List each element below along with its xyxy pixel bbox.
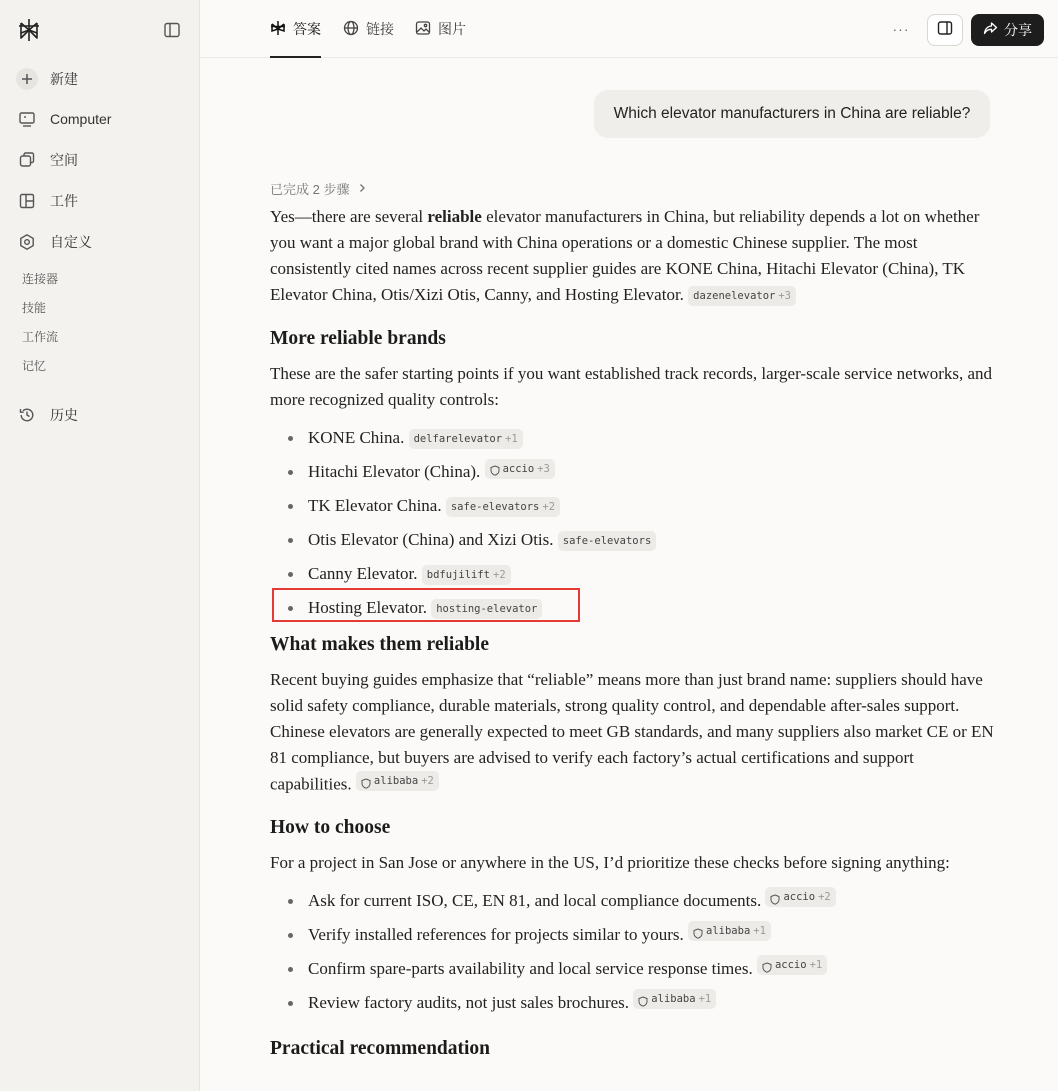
citation-source: accio	[502, 462, 535, 475]
checks-list	[270, 884, 996, 1020]
citation-source: accio	[774, 959, 807, 971]
history-icon	[16, 404, 38, 426]
highlight-box	[272, 588, 580, 622]
intro-text: elevator manufacturers in China, but reliability depends a lot on whether you want a major global brand with China operations or a domestic Chinese supplier. The most consistently cited names across recent supplier guides are KONE China, Hitachi Elevator (China), TK Elevator China, Otis/Xizi Otis, Canny, and Hosting Elevator.	[270, 207, 980, 304]
sidebar-item-computer[interactable]	[16, 104, 111, 134]
tab-label: 答案	[293, 21, 321, 37]
citation-source: alibaba	[706, 925, 751, 937]
sidebar-item-label: 空间	[50, 152, 78, 168]
sidebar-item-workflows[interactable]: 工作流	[22, 330, 59, 344]
sidebar-item-customize[interactable]	[16, 227, 92, 257]
tab-images[interactable]	[415, 0, 466, 58]
reliable-text: Recent buying guides emphasize that “reliable” means more than just brand name: suppliers should have solid safety compliance, durable materials, strong quality control, and dependable after-sales support. Chinese elevators are generally expected to meet GB standards, and many suppliers also market CE or EN 81 compliance, but buyers are advised to verify each factory’s actual certifications and support capabilities.	[270, 670, 994, 794]
shield-icon	[693, 926, 703, 937]
citation-chip[interactable]	[446, 497, 560, 517]
citation-source: bdfujilift	[426, 569, 490, 581]
list-item-text: Otis Elevator (China) and Xizi Otis.	[308, 530, 554, 549]
citation-chip[interactable]	[422, 565, 511, 585]
answer-icon	[270, 20, 286, 39]
section-heading: More reliable brands	[270, 328, 446, 349]
citation-count: +2	[542, 501, 556, 513]
citation-source: safe-elevators	[562, 535, 652, 547]
side-panel-button[interactable]	[927, 14, 963, 46]
citation-source: delfarelevator	[413, 433, 503, 445]
answer-content	[270, 204, 996, 1062]
intro-paragraph	[270, 204, 996, 308]
tab-label: 链接	[366, 21, 394, 37]
tab-links[interactable]	[343, 0, 394, 58]
share-label: 分享	[1004, 22, 1032, 38]
perplexity-logo-icon[interactable]	[18, 18, 40, 42]
customize-icon	[16, 231, 38, 253]
share-icon	[983, 21, 998, 39]
sidebar-item-history[interactable]	[16, 400, 78, 430]
shield-icon	[638, 994, 648, 1005]
artifact-icon	[16, 190, 38, 212]
citation-chip[interactable]	[688, 921, 771, 941]
citation-count: +1	[505, 433, 518, 445]
list-item-text: Review factory audits, not just sales brochures.	[308, 992, 630, 1012]
top-bar	[200, 0, 1058, 58]
sidebar-item-label: 历史	[50, 407, 78, 423]
more-options-button[interactable]: ···	[892, 21, 910, 37]
citation-chip[interactable]	[356, 771, 439, 791]
citation-count: +1	[753, 925, 766, 937]
citation-chip[interactable]	[633, 989, 716, 1009]
shield-icon	[762, 960, 772, 971]
steps-toggle[interactable]	[270, 178, 367, 198]
monitor-icon	[16, 108, 38, 130]
citation-chip[interactable]	[485, 459, 555, 479]
shield-icon	[770, 892, 780, 903]
citation-source: accio	[783, 891, 816, 903]
list-item	[270, 918, 996, 952]
shield-icon	[361, 776, 371, 787]
list-item-text: Hitachi Elevator (China).	[308, 462, 481, 481]
list-item	[270, 884, 996, 918]
share-button[interactable]	[971, 14, 1044, 46]
citation-count: +2	[818, 891, 831, 903]
citation-source: safe-elevators	[450, 501, 540, 513]
citation-count: +1	[809, 959, 823, 971]
sidebar-item-label: 自定义	[50, 234, 92, 250]
tab-label: 图片	[438, 21, 466, 37]
citation-chip[interactable]	[688, 286, 796, 306]
list-item	[270, 455, 996, 489]
sidebar-item-connectors[interactable]: 连接器	[22, 272, 59, 286]
citation-source: alibaba	[373, 775, 419, 787]
list-item-text: TK Elevator China.	[308, 496, 442, 515]
section-heading: What makes them reliable	[270, 634, 489, 655]
citation-chip[interactable]	[765, 887, 835, 907]
list-item-text: Canny Elevator.	[308, 564, 418, 583]
sidebar-item-label: 工件	[50, 193, 78, 209]
spaces-icon	[16, 149, 38, 171]
user-query-bubble	[594, 90, 990, 138]
list-item-text: Verify installed references for projects similar to yours.	[308, 924, 684, 944]
sidebar	[0, 0, 200, 1091]
list-item	[270, 986, 996, 1020]
intro-text: Yes—there are several	[270, 207, 428, 226]
list-item	[270, 421, 996, 455]
user-query-text: Which elevator manufacturers in China are reliable?	[613, 105, 971, 122]
sidebar-item-memory[interactable]: 记忆	[22, 359, 47, 373]
sidebar-item-label: Computer	[50, 111, 112, 127]
globe-icon	[343, 20, 359, 39]
citation-source: hosting-elevator	[436, 603, 538, 615]
list-item	[270, 523, 996, 557]
sidebar-item-artifacts[interactable]	[16, 186, 78, 216]
citation-chip[interactable]	[558, 531, 657, 551]
list-item	[270, 557, 996, 591]
sidebar-toggle-icon[interactable]	[163, 21, 181, 39]
list-item	[270, 489, 996, 523]
sidebar-item-skills[interactable]: 技能	[22, 301, 47, 315]
citation-chip[interactable]	[409, 429, 523, 449]
list-item-text: Hosting Elevator.	[308, 598, 427, 617]
new-thread-label: 新建	[50, 71, 78, 87]
reliable-paragraph	[270, 667, 996, 798]
citation-source: alibaba	[651, 993, 696, 1005]
list-item-text: Confirm spare-parts availability and local service response times.	[308, 958, 753, 978]
image-icon	[415, 20, 431, 39]
plus-icon	[16, 68, 38, 90]
intro-bold: reliable	[427, 207, 482, 226]
list-item-text: Ask for current ISO, CE, EN 81, and local compliance documents.	[308, 890, 762, 910]
choose-intro: For a project in San Jose or anywhere in the US, I’d prioritize these checks before signing anything:	[270, 852, 950, 872]
citation-count: +3	[778, 290, 792, 302]
sidebar-item-spaces[interactable]	[16, 145, 78, 175]
citation-count: +1	[698, 993, 712, 1005]
section-heading: How to choose	[270, 816, 391, 838]
tab-answer[interactable]	[270, 0, 321, 58]
chevron-right-icon	[357, 181, 367, 196]
side-panel-icon	[937, 20, 953, 41]
citation-count: +2	[421, 775, 434, 787]
list-item-text: KONE China.	[308, 428, 405, 447]
citation-count: +2	[493, 569, 506, 581]
citation-source: dazenelevator	[693, 290, 776, 302]
steps-label: 已完成 2 步骤	[270, 181, 350, 197]
new-thread-button[interactable]	[16, 64, 78, 94]
section-heading: Practical recommendation	[270, 1037, 491, 1059]
list-item	[270, 952, 996, 986]
citation-chip[interactable]	[757, 955, 827, 975]
citation-count: +3	[537, 462, 550, 475]
shield-icon	[490, 463, 500, 474]
brands-intro: These are the safer starting points if you want established track records, larger-scale service networks, and more recognized quality controls:	[270, 364, 993, 409]
